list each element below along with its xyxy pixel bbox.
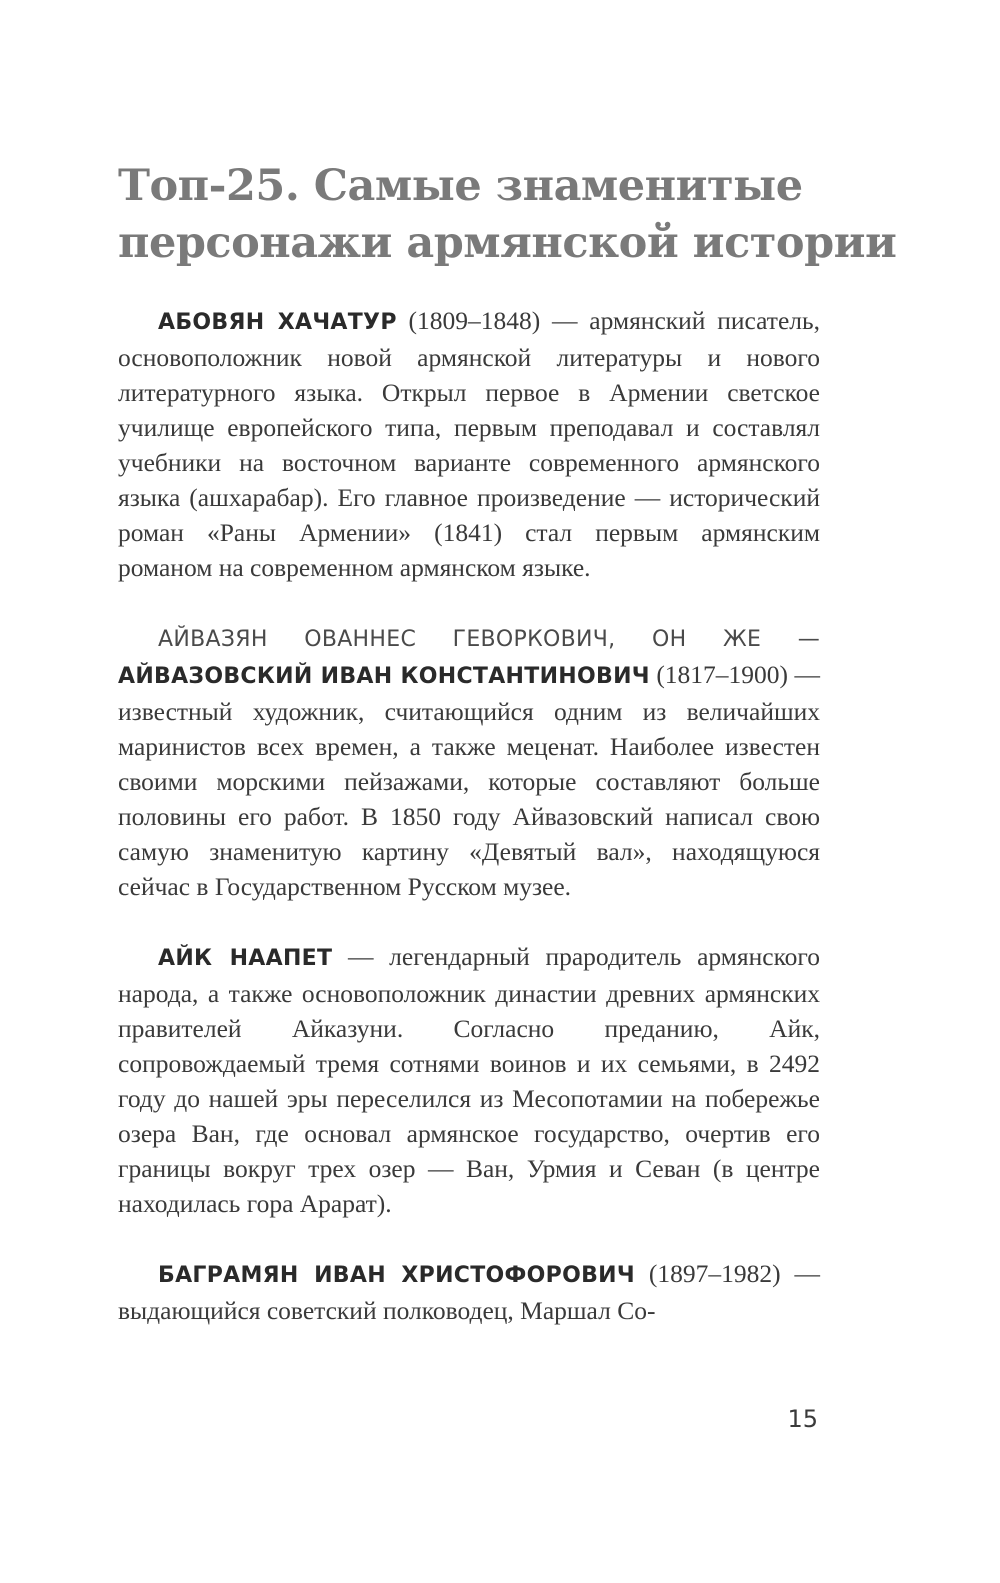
entry-paragraph [118,303,820,585]
page-number: 15 [787,1405,818,1433]
entry-paragraph [118,939,820,1221]
chapter-title-line-2: персонажи армянской истории [118,218,897,268]
entry-name: АЙК НААПЕТ [158,946,333,971]
entry-bagramyan [118,1256,820,1328]
entry-text: (1897–1982) — выдающийся советский полководец, Маршал Со- [118,1259,821,1325]
entry-text: (1817–1900) — известный художник, считающийся одним из величайших маринистов всех времен, а также меценат. Наиболее известен своими морскими пейзажами, которые составляют больше половины его работ. В 1850 году Айвазовский написал свою самую знаменитую картину «Девятый вал», находящуюся сейчас в Государственном Русском музее. [118,660,820,901]
entry-name: АБОВЯН ХАЧАТУР [158,310,397,335]
entry-alias: АЙВАЗЯН ОВАННЕС ГЕВОРКОВИЧ, ОН ЖЕ — [158,627,820,652]
entry-paragraph [118,620,820,904]
entry-abovyan [118,303,820,585]
chapter-title-line-1: Топ-25. Самые знаменитые [118,161,803,211]
entry-paragraph [118,1256,820,1328]
entry-name: БАГРАМЯН ИВАН ХРИСТОФОРОВИЧ [158,1263,635,1288]
chapter-title [118,158,897,272]
entry-text: (1809–1848) — армянский писатель, основоположник новой армянской литературы и нового литературного языка. Открыл первое в Армении светское училище европейского типа, первым преподавал и составлял учебники на восточном варианте современного армянского языка (ашхарабар). Его главное произведение — исторический роман «Раны Армении» (1841) стал первым армянским романом на современном армянском языке. [118,306,820,582]
entry-text: — легендарный прародитель армянского народа, а также основоположник династии древних армянских правителей Айказуни. Согласно преданию, Айк, сопровождаемый тремя сотнями воинов и их семьями, в 2492 году до нашей эры переселился из Месопотамии на побережье озера Ван, где основал армянское государство, очертив его границы вокруг трех озер — Ван, Урмия и Севан (в центре находилась гора Арарат). [118,942,820,1218]
entry-aivazovsky [118,620,820,904]
entry-haik-nahapet [118,939,820,1221]
entries-body [118,303,820,1363]
entry-name: АЙВАЗОВСКИЙ ИВАН КОНСТАНТИНОВИЧ [118,664,650,689]
